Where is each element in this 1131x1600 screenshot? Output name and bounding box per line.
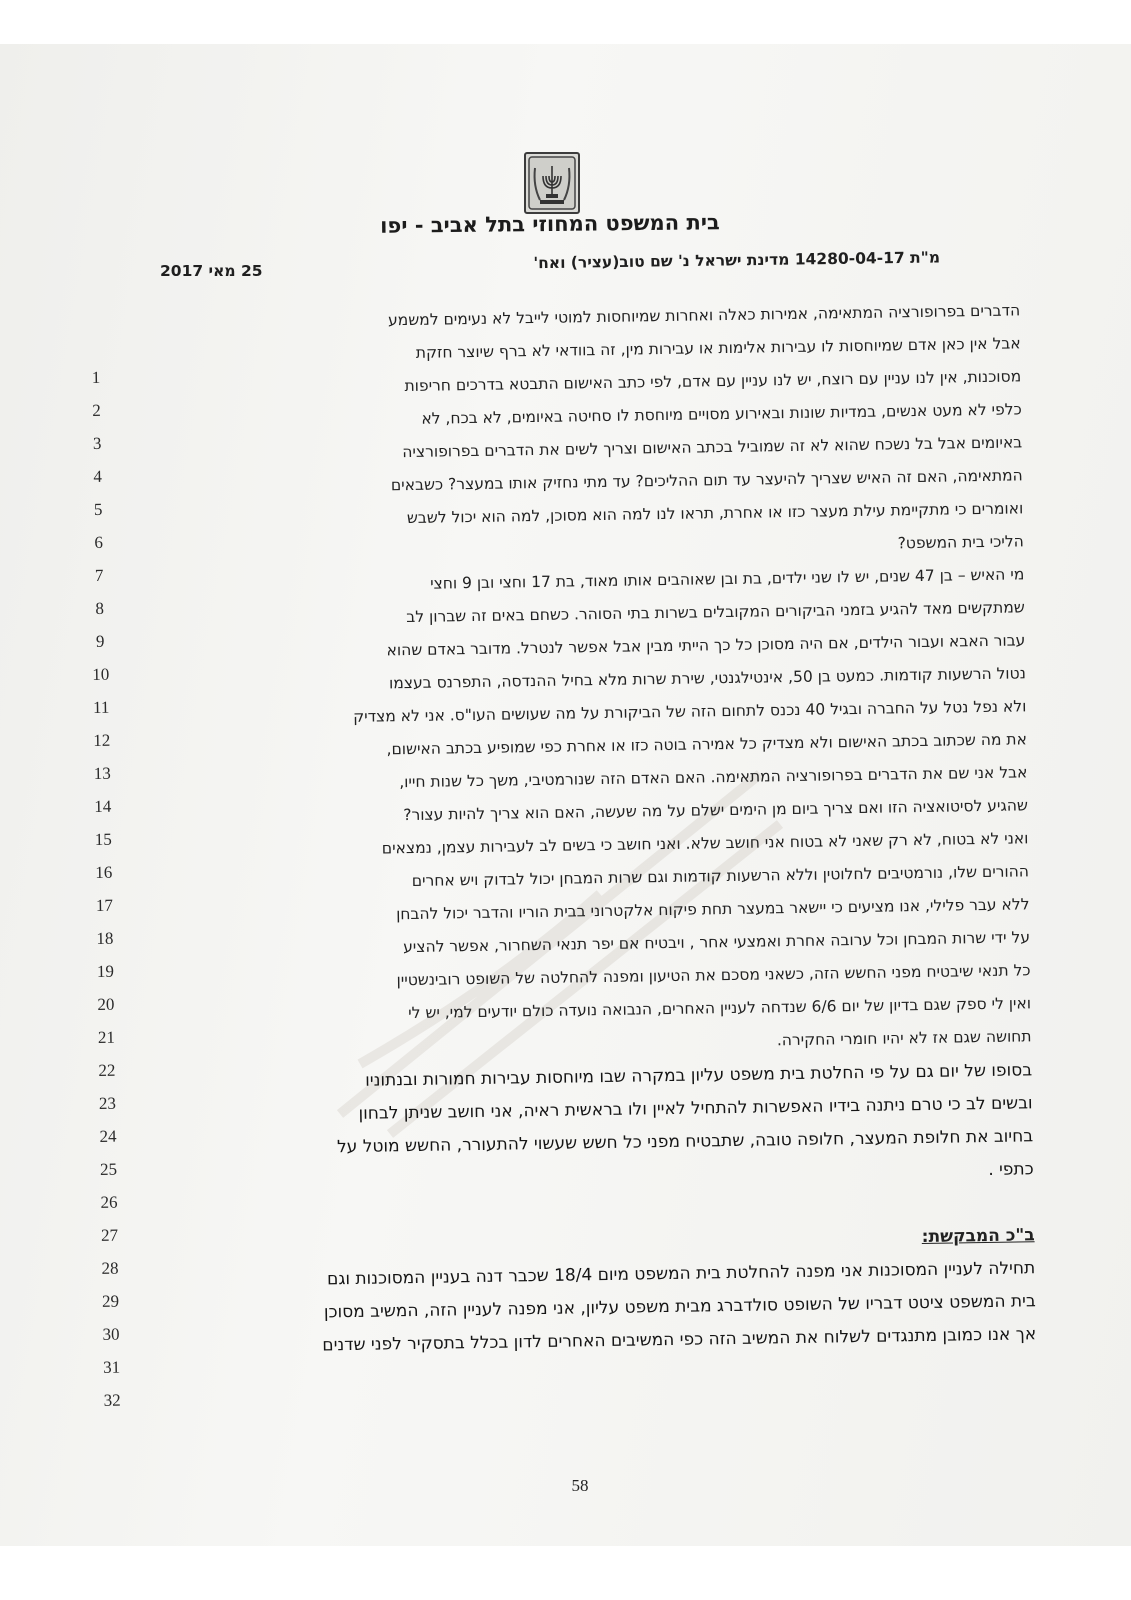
line-text: כתפי . <box>988 1159 1034 1180</box>
line-number: 17 <box>95 895 114 915</box>
line-text: הליכי בית המשפט? <box>897 532 1024 553</box>
line-number: 21 <box>97 1027 116 1047</box>
line-text: ובשים לב כי טרם ניתנה בידיו האפשרות להתחיל לאיין ולו בראשית ראיה, אני חושב שניתן לבחון <box>358 1093 1033 1124</box>
line-number: 26 <box>100 1192 118 1212</box>
line-text: אך אנו כמובן מתנגדים לשלוח את המשיב הזה כפי המשיבים האחרים לדון בכלל בתסקיר לפני שדנים <box>322 1324 1037 1356</box>
transcript-body <box>70 299 1037 1410</box>
line-text: עבור האבא ועבור הילדים, אם היה מסוכן כל כך הייתי מבין אבל אפשר לנטרל. מדובר באדם שהוא <box>386 631 1026 660</box>
line-number: 13 <box>93 763 111 783</box>
line-number: 10 <box>92 664 110 684</box>
line-number: 32 <box>103 1390 121 1410</box>
top-background <box>0 0 1131 44</box>
line-number: 20 <box>97 994 115 1014</box>
document-sheet <box>0 44 1131 1546</box>
hearing-date: 25 מאי 2017 <box>160 262 263 280</box>
line-text: בית המשפט ציטט דבריו של השופט סולדברג מבית משפט עליון, אני מפנה לעניין הזה, המשיב מסוכן <box>323 1291 1036 1323</box>
line-text: על ידי שרות המבחן וכל ערובה אחרת ואמצעי אחר , ויבטיח אם יפר תנאי השחרור, אפשר להציע <box>402 928 1031 957</box>
court-name: בית המשפט המחוזי בתל אביב - יפו <box>380 210 720 238</box>
line-text: ואין לי ספק שגם בדיון של יום 6/6 שנדחה לעניין האחרים, הנבואה נועדה כולם יודעים למי, יש לי <box>408 994 1032 1023</box>
line-text: ואומרים כי מתקיימת עילת מעצר כזו או אחרת, תראו לנו למה הוא מסוכן, למה הוא יכול לשבש <box>406 499 1024 528</box>
page-number: 58 <box>571 1476 589 1495</box>
line-number: 12 <box>93 730 111 750</box>
line-text: מסוכנות, אין לנו עניין עם רוצח, יש לנו עניין עם אדם, לפי כתב האישום התבטא בדרכים חריפות <box>404 367 1022 396</box>
line-number: 22 <box>98 1060 116 1080</box>
line-text: תחילה לעניין המסוכנות אני מפנה להחלטת בית המשפט מיום 18/4 שכבר דנה בעניין המסוכנות וגם <box>326 1258 1036 1290</box>
line-text: הדברים בפרופורציה המתאימה, אמירות כאלה ואחרות שמיוחסות למוטי לייבל לא נעימים למשמע <box>387 301 1021 330</box>
line-number: 23 <box>98 1093 117 1113</box>
line-text: שמתקשים מאד להגיע בזמני הביקורים המקובלים בשרות בתי הסוהר. כשחם באים זה שברון לב <box>406 598 1025 627</box>
line-number: 27 <box>100 1225 119 1245</box>
state-emblem-icon <box>524 152 580 214</box>
line-number: 16 <box>95 862 113 882</box>
line-text: את מה שכתוב בכתב האישום ולא מצדיק כל אמירה בוטה כזו או אחרת כפי שמופיע בכתב האישום, <box>386 730 1028 759</box>
case-reference: מ"ת 14280-04-17 מדינת ישראל נ' שם טוב(עציר) ואח' <box>533 248 941 273</box>
line-number: 4 <box>93 466 103 486</box>
line-number: 24 <box>99 1126 117 1146</box>
line-text: תחושה שגם אז לא יהיו חומרי החקירה. <box>776 1027 1032 1050</box>
section-heading: ב"כ המבקשת: <box>921 1225 1035 1248</box>
line-text: כלפי לא מעט אנשים, במדיות שונות ובאירוע מסויים מיוחסת לו סחיטה באיומים, לא בכח, לא <box>421 400 1022 428</box>
line-text: נטול הרשעות קודמות. כמעט בן 50, אינטילגנטי, שירת שרות מלא בחיל ההנדסה, התפרנס בעצמו <box>388 664 1026 693</box>
line-text: שהגיע לסיטואציה הזו ואם צריך ביום מן הימים ישלם על מה שעשה, האם הוא צריך להיות עצור? <box>403 796 1029 825</box>
line-number: 11 <box>92 697 110 717</box>
line-text: ולא נפל נטל על החברה ובגיל 40 נכנס לתחום הזה של הביקורת על מה שעושים העו"ס. אני לא מצדיק <box>353 697 1027 726</box>
line-number: 7 <box>94 565 104 585</box>
line-number: 28 <box>101 1258 119 1278</box>
line-number: 5 <box>93 499 103 519</box>
line-number: 3 <box>92 433 102 453</box>
line-text: מי האיש – בן 47 שנים, יש לו שני ילדים, בת ובן שאוהבים אותו מאוד, בת 17 וחצי ובן 9 וחצי <box>429 565 1025 593</box>
line-number: 31 <box>102 1357 121 1377</box>
line-number: 19 <box>96 961 115 981</box>
line-number: 6 <box>94 532 104 552</box>
line-text: ואני לא בטוח, לא רק שאני לא בטוח אני חושב שלא. ואני חושב כי בשים לב לעבירות עצמן, נמצאים <box>381 829 1029 858</box>
line-number: 8 <box>95 598 105 618</box>
line-text: המתאימה, האם זה האיש שצריך להיעצר עד תום ההליכים? עד מתי נחזיק אותו במעצר? כשבאים <box>390 466 1023 495</box>
line-number: 2 <box>92 400 101 420</box>
line-number: 25 <box>99 1159 118 1179</box>
bottom-background <box>0 1546 1131 1600</box>
line-text: ללא עבר פלילי, אנו מציעים כי יישאר במעצר תחת פיקוח אלקטרוני בבית הוריו והדבר יכול להבחן <box>395 895 1030 924</box>
line-number: 14 <box>94 796 112 816</box>
line-number: 15 <box>94 829 112 849</box>
line-number: 29 <box>101 1291 120 1311</box>
line-text: בחיוב את חלופת המעצר, חלופה טובה, שתבטיח מפני כל חשש שעשוי להתעורר, החשש מוטל על <box>336 1126 1034 1158</box>
line-text: אבל אין כאן אדם שמיוחסות לו עבירות אלימות או עבירות מין, זה בוודאי לא ברף שיוצר חזקת <box>415 334 1021 362</box>
line-text: בסופו של יום גם על פי החלטת בית משפט עליון במקרה שבו מיוחסות עבירות חמורות ובנתוניו <box>365 1060 1033 1091</box>
line-text: באיומים אבל בל נשכח שהוא לא זה שמוביל בכתב האישום וצריך לשים את הדברים בפרופורציה <box>402 433 1023 462</box>
line-text: כל תנאי שיבטיח מפני החשש הזה, כשאני מסכם את הטיעון ומפנה להחלטה של השופט רובינשטיין <box>396 961 1031 990</box>
line-number: 18 <box>96 928 114 948</box>
line-number: 9 <box>95 631 105 651</box>
line-number: 30 <box>102 1324 120 1344</box>
line-number <box>70 335 120 336</box>
line-text: ההורים שלו, נורמטיבים לחלוטין וללא הרשעות קודמות וגם שרות המבחן יכול לבדוק ויש אחרים <box>411 862 1030 891</box>
line-number: 1 <box>91 367 101 387</box>
line-text: אבל אני שם את הדברים בפרופורציה המתאימה. האם האדם הזה שנורמטיבי, משך כל שנות חייו, <box>399 763 1028 792</box>
